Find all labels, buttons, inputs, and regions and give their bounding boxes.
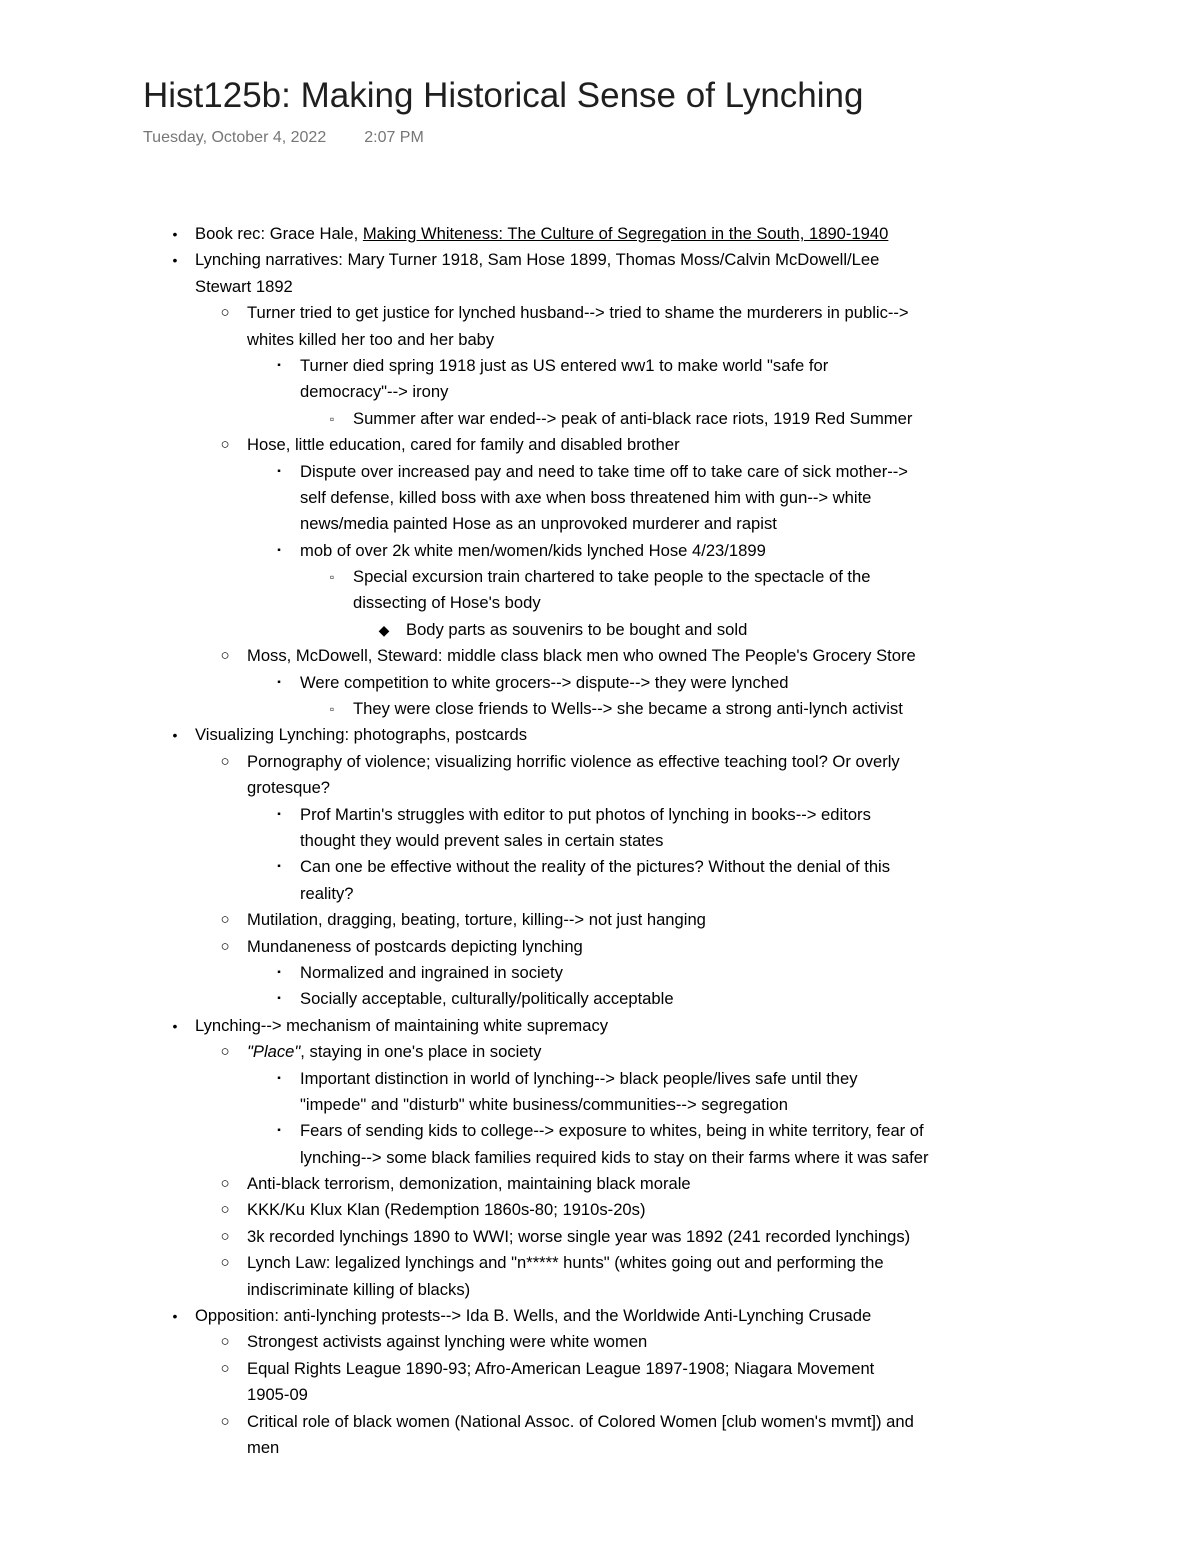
outline-line (0, 1171, 1200, 1197)
page-time: 2:07 PM (364, 129, 424, 146)
bullet-level2-icon: ○ (220, 752, 230, 770)
outline-line (0, 1303, 1200, 1329)
bullet-level1-icon: • (172, 1017, 178, 1034)
outline-line (0, 854, 1200, 880)
outline-text: Equal Rights League 1890-93; Afro-American League 1897-1908; Niagara Movement (247, 1358, 875, 1378)
outline-text: Anti-black terrorism, demonization, maintaining black morale (247, 1174, 691, 1194)
outline-text: "impede" and "disturb" white business/communities--> segregation (300, 1094, 788, 1114)
bullet-level4-icon: ▫ (329, 570, 335, 585)
outline-text: Mundaneness of postcards depicting lynching (247, 936, 583, 956)
outline-line (0, 670, 1200, 696)
outline-line (0, 960, 1200, 986)
outline-text: mob of over 2k white men/women/kids lynched Hose 4/23/1899 (300, 540, 766, 560)
outline-line (0, 353, 1200, 379)
outline-line (0, 643, 1200, 669)
outline-text: Lynching--> mechanism of maintaining white supremacy (195, 1015, 609, 1035)
bullet-level1-icon: • (172, 727, 178, 744)
page-date: Tuesday, October 4, 2022 (143, 129, 327, 146)
bullet-level5-icon: ◆ (378, 621, 390, 638)
outline-text: Hose, little education, cared for family and disabled brother (247, 435, 680, 455)
outline-line (0, 749, 1200, 775)
bullet-level1-icon: • (172, 226, 178, 242)
outline-text: 3k recorded lynchings 1890 to WWI; worse single year was 1892 (241 recorded lynchings) (247, 1226, 911, 1246)
outline-text: Dispute over increased pay and need to take time off to take care of sick mother--> (300, 461, 908, 481)
outline-line (0, 1197, 1200, 1223)
outline-line (0, 538, 1200, 564)
outline-text (195, 221, 888, 247)
outline-line (0, 1145, 1200, 1171)
outline-text: lynching--> some black families required kids to stay on their farms where it was safer (300, 1147, 929, 1167)
page-title: Hist125b: Making Historical Sense of Lynching (143, 76, 864, 115)
bullet-level2-icon: ○ (220, 911, 230, 929)
bullet-level4-icon: ▫ (329, 702, 335, 717)
outline-line (0, 221, 1200, 247)
outline-line (0, 802, 1200, 828)
outline-line (0, 1224, 1200, 1250)
outline-line (0, 300, 1200, 326)
outline-line (0, 590, 1200, 616)
outline-text: Can one be effective without the reality of the pictures? Without the denial of this (300, 857, 891, 877)
outline-text: They were close friends to Wells--> she became a strong anti-lynch activist (353, 699, 903, 719)
outline-line (0, 485, 1200, 511)
outline-line (0, 617, 1200, 643)
outline-text: thought they would prevent sales in certain states (300, 830, 664, 850)
outline-text: Lynch Law: legalized lynchings and "n***** hunts" (whites going out and performing the (247, 1253, 884, 1273)
bullet-level3-icon: ▪ (277, 1125, 281, 1137)
outline-text: Fears of sending kids to college--> exposure to whites, being in white territory, fear of (300, 1121, 924, 1141)
outline-text: democracy"--> irony (300, 382, 449, 402)
bullet-level4-icon: ▫ (329, 411, 335, 426)
outline-line (0, 1382, 1200, 1408)
bullet-level2-icon: ○ (220, 1254, 230, 1272)
outline-line (0, 828, 1200, 854)
outline-line (0, 1066, 1200, 1092)
outline-text: indiscriminate killing of blacks) (247, 1279, 471, 1299)
outline-text: Mutilation, dragging, beating, torture, killing--> not just hanging (247, 910, 706, 930)
outline-text: Special excursion train chartered to take people to the spectacle of the (353, 567, 871, 587)
bullet-level2-icon: ○ (220, 1201, 230, 1219)
outline-text: Pornography of violence; visualizing horrific violence as effective teaching tool? Or overly (247, 751, 900, 771)
outline-line (0, 907, 1200, 933)
bullet-level3-icon: ▪ (277, 808, 281, 820)
outline-line (0, 934, 1200, 960)
outline-text: Body parts as souvenirs to be bought and sold (406, 619, 748, 639)
outline-text: KKK/Ku Klux Klan (Redemption 1860s-80; 1910s-20s) (247, 1200, 646, 1220)
outline-line (0, 564, 1200, 590)
bullet-level1-icon: • (172, 1308, 178, 1325)
outline-line (0, 327, 1200, 353)
outline-line (0, 986, 1200, 1012)
outline-line (0, 432, 1200, 458)
outline-text: Prof Martin's struggles with editor to put photos of lynching in books--> editors (300, 804, 871, 824)
bullet-level3-icon: ▪ (277, 465, 281, 477)
outline-text: Stewart 1892 (195, 276, 293, 296)
outline-text: Socially acceptable, culturally/politically acceptable (300, 989, 674, 1009)
outline-line (0, 881, 1200, 907)
bullet-level2-icon: ○ (220, 1175, 230, 1193)
outline-text: news/media painted Hose as an unprovoked murderer and rapist (300, 514, 777, 534)
outline-text: Normalized and ingrained in society (300, 962, 563, 982)
bullet-level3-icon: ▪ (277, 359, 281, 371)
outline-line (0, 1250, 1200, 1276)
outline-line (0, 722, 1200, 748)
outline-line (0, 1435, 1200, 1461)
bullet-level3-icon: ▪ (277, 993, 281, 1005)
outline-text: Were competition to white grocers--> dispute--> they were lynched (300, 672, 789, 692)
outline-line (0, 696, 1200, 722)
outline-line (0, 274, 1200, 300)
bullet-level3-icon: ▪ (277, 861, 281, 873)
outline-line (0, 1118, 1200, 1144)
bullet-level2-icon: ○ (220, 1333, 230, 1351)
outline-line (0, 1409, 1200, 1435)
outline-text: Strongest activists against lynching were white women (247, 1332, 648, 1352)
italic-text: "Place" (247, 1042, 301, 1062)
outline-text: Important distinction in world of lynching--> black people/lives safe until they (300, 1068, 858, 1088)
outline-text: 1905-09 (247, 1385, 308, 1405)
outline-text: Summer after war ended--> peak of anti-black race riots, 1919 Red Summer (353, 408, 913, 428)
outline-text: Lynching narratives: Mary Turner 1918, Sam Hose 1899, Thomas Moss/Calvin McDowell/Lee (195, 250, 880, 270)
bullet-level2-icon: ○ (220, 1412, 230, 1430)
outline-line (0, 1356, 1200, 1382)
bullet-level2-icon: ○ (220, 937, 230, 955)
notes-outline (0, 221, 1200, 1461)
outline-line (0, 1092, 1200, 1118)
text-segment: Book rec: Grace Hale, (195, 224, 363, 243)
outline-line (0, 1013, 1200, 1039)
outline-text: Opposition: anti-lynching protests--> Ida B. Wells, and the Worldwide Anti-Lynching Crusade (195, 1306, 872, 1326)
bullet-level3-icon: ▪ (277, 966, 281, 978)
outline-text: self defense, killed boss with axe when boss threatened him with gun--> white (300, 487, 872, 507)
outline-text: dissecting of Hose's body (353, 593, 541, 613)
bullet-level2-icon: ○ (220, 1227, 230, 1245)
bullet-level2-icon: ○ (220, 436, 230, 454)
outline-text (247, 1039, 541, 1065)
outline-text: Moss, McDowell, Steward: middle class black men who owned The People's Grocery Store (247, 646, 916, 666)
outline-text: Critical role of black women (National Assoc. of Colored Women [club women's mvmt]) and (247, 1411, 914, 1431)
outline-text: whites killed her too and her baby (247, 329, 495, 349)
outline-text: grotesque? (247, 778, 331, 798)
outline-line (0, 511, 1200, 537)
outline-line (0, 459, 1200, 485)
outline-line (0, 247, 1200, 273)
bullet-level3-icon: ▪ (277, 1072, 281, 1084)
outline-line (0, 1277, 1200, 1303)
outline-text: Turner died spring 1918 just as US entered ww1 to make world "safe for (300, 355, 829, 375)
outline-line (0, 406, 1200, 432)
bullet-level2-icon: ○ (220, 647, 230, 665)
underlined-title: Making Whiteness: The Culture of Segregation in the South, 1890-1940 (362, 224, 889, 243)
outline-line (0, 1039, 1200, 1065)
outline-line (0, 775, 1200, 801)
outline-text: Turner tried to get justice for lynched husband--> tried to shame the murderers in public--> (247, 303, 909, 323)
bullet-level2-icon: ○ (220, 1359, 230, 1377)
outline-text: reality? (300, 883, 354, 903)
outline-text: Visualizing Lynching: photographs, postcards (195, 725, 528, 745)
bullet-level3-icon: ▪ (277, 676, 281, 688)
outline-text: men (247, 1437, 280, 1457)
bullet-level3-icon: ▪ (277, 544, 281, 556)
outline-line (0, 379, 1200, 405)
text-segment: , staying in one's place in society (300, 1042, 542, 1062)
outline-line (0, 1329, 1200, 1355)
page-meta (143, 127, 424, 149)
bullet-level2-icon: ○ (220, 304, 230, 322)
bullet-level2-icon: ○ (220, 1043, 230, 1061)
bullet-level1-icon: • (172, 252, 178, 269)
